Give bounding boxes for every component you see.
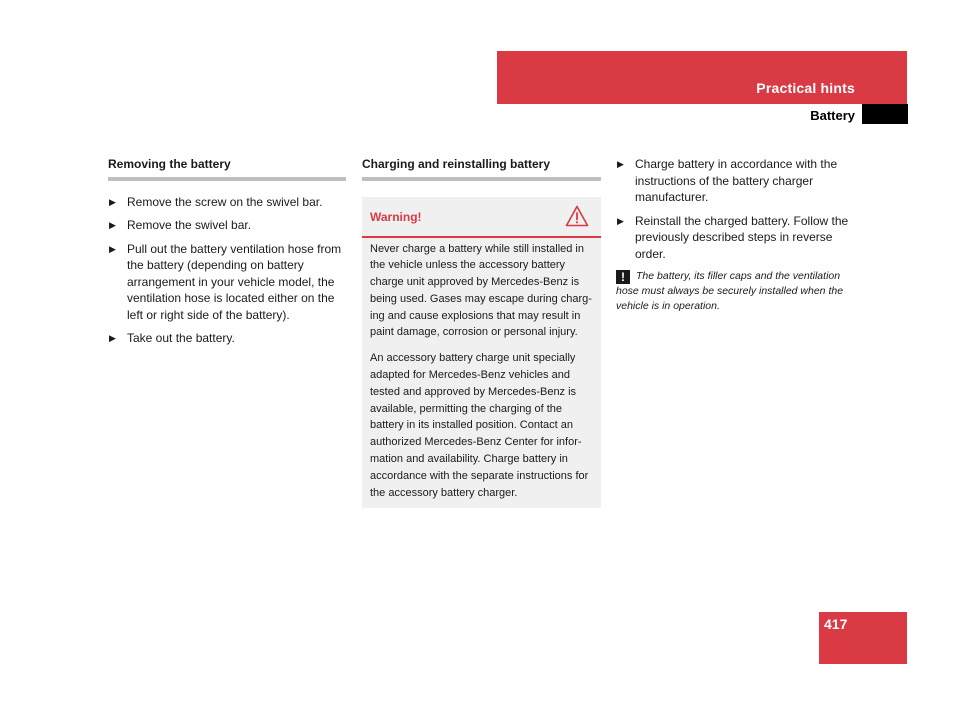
warning-box [362, 197, 601, 509]
page-number: 417 [824, 616, 848, 632]
warning-header [362, 197, 601, 238]
bullet-arrow-icon: ▶ [109, 333, 116, 343]
note [616, 269, 856, 313]
list-item: ▶ Remove the screw on the swivel bar. [109, 194, 323, 209]
list-item: ▶ Pull out the battery ventilation hose from the battery (depending on battery arrangement in your vehicle model, the ventilation hose is located either on the left or right side of the battery). [109, 241, 342, 322]
removing-steps-list [108, 194, 346, 347]
bullet-arrow-icon: ▶ [109, 220, 116, 230]
bullet-arrow-icon: ▶ [109, 196, 116, 207]
list-item: ▶ Charge battery in accordance with the instructions of the battery charger manufacturer. [617, 157, 838, 204]
list-item: ▶ Reinstall the charged battery. Follow the previously described steps in reverse order. [617, 213, 849, 261]
section-title: Practical hints [756, 80, 855, 96]
removing-heading: Removing the battery [108, 156, 346, 181]
charging-heading: Charging and reinstalling battery [362, 156, 601, 181]
warning-paragraph: An accessory battery charge unit specially adapted for Mercedes-Benz vehicles and tested and approved by Mercedes-Benz is available, permitting the charging of the battery in its installed position. Contact an authorized Mercedes-Benz Center for infor-mation and availability. Charge battery in accordance with the separate instructions for the accessory battery charger. [370, 352, 589, 499]
warning-label: Warning! [370, 209, 422, 224]
note-text: The battery, its filler caps and the ventilation hose must always be securely installed when the vehicle is in operation. [616, 270, 844, 312]
column-charging-battery [362, 156, 601, 508]
bullet-arrow-icon: ▶ [617, 159, 624, 169]
bullet-arrow-icon: ▶ [109, 243, 116, 254]
header-banner [497, 51, 907, 104]
warning-triangle-icon [565, 205, 589, 227]
list-item: ▶ Remove the swivel bar. [109, 218, 252, 232]
subsection-title: Battery [810, 108, 855, 123]
section-tab-marker [862, 104, 908, 124]
exclamation-icon: ! [616, 270, 630, 284]
bullet-arrow-icon: ▶ [617, 215, 624, 226]
charging-steps-list [616, 156, 856, 262]
warning-paragraph: Never charge a battery while still installed in the vehicle unless the accessory battery charge unit approved by Mercedes-Benz is being used. Gases may escape during charg-ing and cause explosions that may result in paint damage, corrosion or personal injury. [370, 242, 592, 339]
column-charging-continued [616, 156, 856, 313]
column-removing-battery [108, 156, 346, 354]
list-item: ▶ Take out the battery. [109, 331, 235, 345]
